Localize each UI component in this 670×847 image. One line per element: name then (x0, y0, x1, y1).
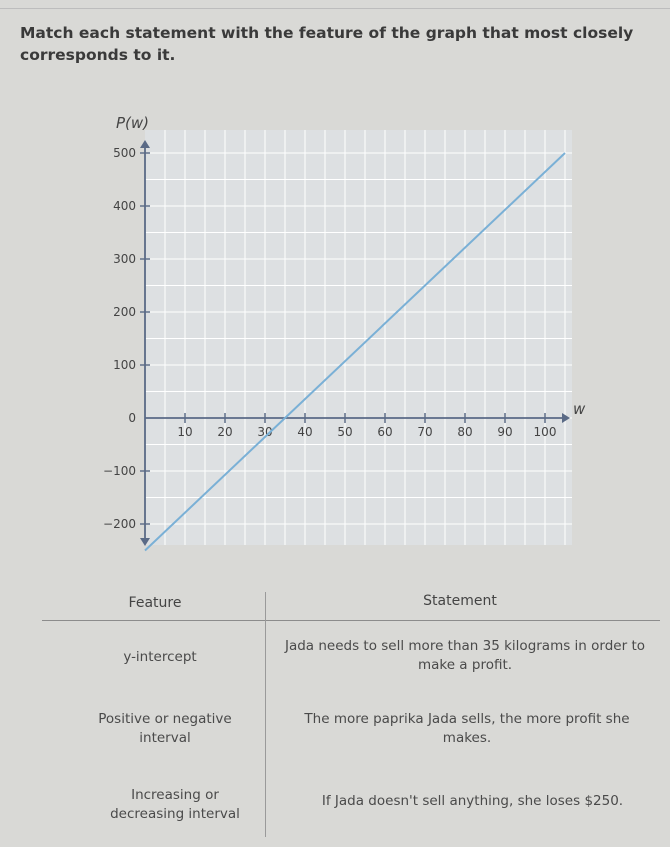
statement-more-profit: The more paprika Jada sells, the more profit she makes. (304, 711, 630, 746)
x-tick-label: 50 (337, 425, 353, 439)
x-tick-label: 100 (533, 425, 557, 439)
line-graph (0, 100, 670, 570)
header-rule (42, 620, 660, 621)
feature-header: Feature (128, 595, 182, 611)
statement-profit-threshold: Jada needs to sell more than 35 kilograms in order to make a profit. (284, 638, 645, 673)
x-tick-label: 10 (177, 425, 193, 439)
feature-increasing-decreasing: Increasing or decreasing interval (110, 787, 240, 822)
feature-positive-negative: Positive or negative interval (98, 711, 232, 746)
y-tick-label: 300 (113, 252, 136, 266)
instruction-text: Match each statement with the feature of the graph that most closely corresponds to it. (20, 24, 634, 64)
top-divider (0, 8, 670, 9)
statement-loses-250: If Jada doesn't sell anything, she loses $250. (321, 793, 624, 809)
x-axis-label: w (573, 400, 586, 418)
matching-table (0, 580, 670, 847)
y-axis-label: P(w) (116, 114, 150, 132)
x-tick-label: 60 (377, 425, 393, 439)
grid (145, 130, 572, 545)
x-tick-label: 90 (497, 425, 513, 439)
y-tick-label: 100 (113, 358, 136, 372)
x-tick-label: 20 (217, 425, 233, 439)
column-divider (265, 592, 266, 837)
y-tick-label: 200 (113, 305, 136, 319)
y-tick-label: 500 (113, 146, 136, 160)
y-tick-label: −100 (103, 464, 136, 478)
feature-y-intercept: y-intercept (123, 649, 197, 665)
y-tick-label: 400 (113, 199, 136, 213)
y-tick-label: −200 (103, 517, 136, 531)
x-tick-label: 80 (457, 425, 473, 439)
plot-area (145, 130, 572, 545)
x-tick-label: 40 (297, 425, 313, 439)
y-tick-label: 0 (128, 411, 136, 425)
x-tick-label: 70 (417, 425, 433, 439)
x-tick-label: 30 (257, 425, 273, 439)
statement-header: Statement (423, 593, 497, 609)
